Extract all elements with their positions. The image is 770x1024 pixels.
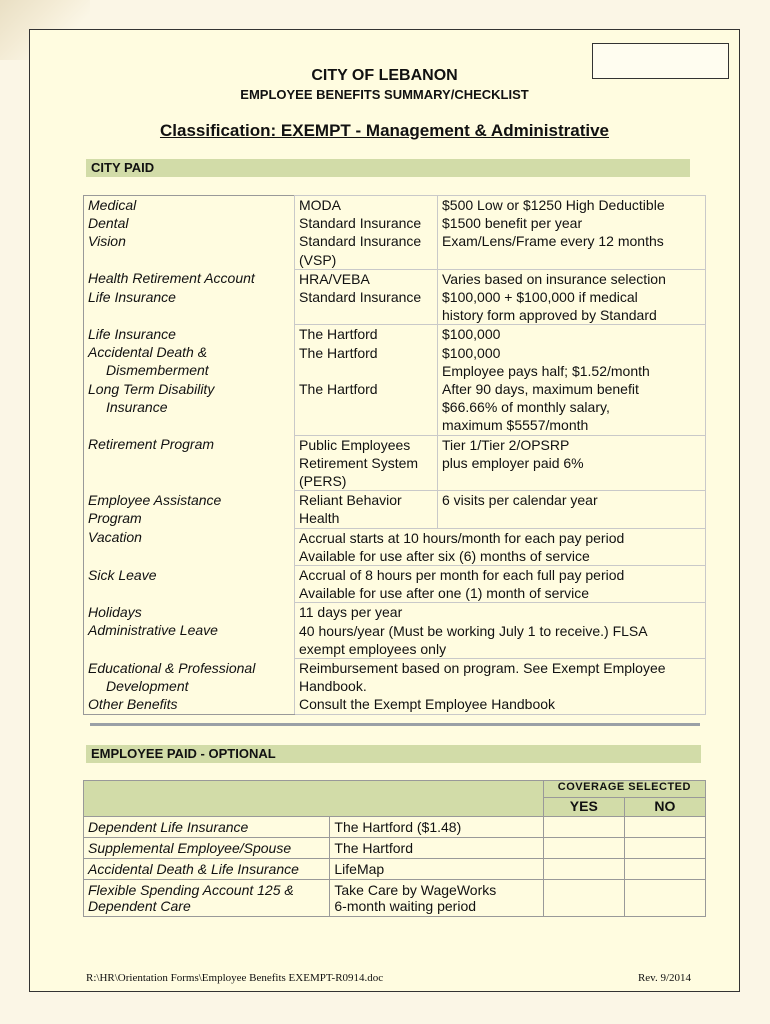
no-coverage-checkbox[interactable] [624, 880, 705, 917]
optional-benefit-row [84, 880, 706, 917]
text-line: Retirement Program [88, 436, 215, 453]
benefit-label [84, 269, 295, 325]
text-line: Consult the Exempt Employee Handbook [299, 696, 556, 713]
benefit-label [84, 435, 295, 491]
text-line: Health Retirement Account [88, 270, 255, 287]
text-line: Life Insurance [88, 288, 176, 305]
text-line: Medical [88, 197, 137, 213]
text-line: Dependent Care [88, 898, 191, 914]
optional-benefit-row [84, 817, 706, 838]
optional-benefit-provider [330, 838, 543, 859]
text-line: Dependent Life Insurance [88, 819, 249, 835]
benefit-provider [295, 491, 438, 528]
optional-benefit-row [84, 838, 706, 859]
benefit-provider [295, 269, 438, 325]
coverage-header-spacer [84, 781, 544, 817]
text-line: Employee pays half; $1.52/month [442, 362, 650, 379]
benefit-row [84, 566, 706, 603]
document-page [29, 29, 740, 992]
text-line: Other Benefits [88, 695, 178, 712]
benefit-label [84, 491, 295, 528]
text-line: Available for use after one (1) month of service [299, 585, 590, 602]
file-path: R:\HR\Orientation Forms\Employee Benefits EXEMPT-R0914.doc [86, 972, 384, 984]
benefit-label [84, 528, 295, 565]
optional-benefit-provider [330, 817, 543, 838]
text-line: Public Employees [299, 436, 411, 453]
text-line: Administrative Leave [88, 622, 218, 639]
benefit-row [84, 603, 706, 659]
text-line: maximum $5557/month [442, 417, 589, 434]
benefit-detail [295, 566, 706, 603]
text-line: Dental [88, 215, 129, 232]
document-subtitle: EMPLOYEE BENEFITS SUMMARY/CHECKLIST [240, 87, 529, 102]
text-line: Standard Insurance [299, 233, 422, 250]
optional-benefit-provider [330, 880, 543, 917]
optional-benefit-row [84, 859, 706, 880]
text-line: Life Insurance [88, 325, 176, 342]
text-line: The Hartford [299, 326, 378, 343]
text-line: 6-month waiting period [334, 898, 477, 914]
optional-benefit-label [84, 817, 330, 838]
text-line: MODA [299, 197, 341, 213]
text-line: Vision [88, 233, 126, 250]
text-line: Flexible Spending Account 125 & [88, 882, 294, 898]
employee-paid-heading: EMPLOYEE PAID - OPTIONAL [86, 745, 701, 763]
optional-benefit-label [84, 838, 330, 859]
text-line: Exam/Lens/Frame every 12 months [442, 233, 664, 250]
text-line: Reimbursement based on program. See Exempt Employee [299, 660, 666, 677]
text-line: Development [106, 677, 189, 694]
text-line: Vacation [88, 529, 142, 546]
text-line: Handbook. [299, 678, 367, 695]
text-line: Dismemberment [106, 362, 209, 379]
benefit-detail [438, 269, 706, 325]
coverage-selected-title: COVERAGE SELECTED [543, 781, 705, 798]
benefit-row [84, 196, 706, 270]
benefit-row [84, 325, 706, 435]
employee-paid-table [83, 780, 706, 917]
text-line: $100,000 [442, 344, 501, 361]
benefit-detail [438, 196, 706, 270]
text-line: plus employer paid 6% [442, 454, 584, 471]
yes-coverage-checkbox[interactable] [543, 838, 624, 859]
benefit-label [84, 603, 295, 659]
text-line: 6 visits per calendar year [442, 492, 598, 509]
section-divider [90, 723, 700, 726]
city-title: CITY OF LEBANON [311, 67, 458, 84]
text-line: The Hartford [299, 344, 378, 361]
text-line: (VSP) [299, 251, 337, 268]
text-line: $500 Low or $1250 High Deductible [442, 197, 665, 213]
benefit-label [84, 196, 295, 270]
yes-coverage-checkbox[interactable] [543, 880, 624, 917]
text-line [299, 362, 433, 380]
benefit-row [84, 269, 706, 325]
text-line: 11 days per year [299, 604, 403, 621]
text-line: Available for use after six (6) months of service [299, 547, 590, 564]
benefit-row [84, 528, 706, 565]
text-line: Holidays [88, 603, 142, 620]
city-paid-heading: CITY PAID [86, 159, 690, 177]
text-line: Standard Insurance [299, 289, 422, 306]
benefit-row [84, 435, 706, 491]
text-line: Accrual starts at 10 hours/month for each pay period [299, 529, 625, 546]
optional-benefit-label [84, 859, 330, 880]
text-line: Supplemental Employee/Spouse [88, 840, 292, 856]
text-line: $66.66% of monthly salary, [442, 399, 610, 416]
benefit-detail [438, 435, 706, 491]
text-line: Retirement System [299, 454, 419, 471]
text-line: Long Term Disability [88, 380, 215, 397]
benefit-provider [295, 435, 438, 491]
text-line: Program [88, 509, 142, 526]
city-paid-table [83, 195, 706, 715]
text-line: The Hartford ($1.48) [334, 819, 462, 835]
no-column-header: NO [624, 798, 705, 817]
text-line: Accidental Death & Life Insurance [88, 861, 299, 877]
benefit-detail [295, 659, 706, 715]
benefit-detail [295, 528, 706, 565]
text-line: Accrual of 8 hours per month for each full pay period [299, 567, 625, 584]
benefit-detail [438, 491, 706, 528]
text-line: HRA/VEBA [299, 270, 370, 287]
benefit-row [84, 659, 706, 715]
benefit-provider [295, 196, 438, 270]
benefit-label [84, 659, 295, 715]
text-line: The Hartford [334, 840, 413, 856]
optional-benefit-label [84, 880, 330, 917]
text-line: history form approved by Standard [442, 307, 657, 324]
text-line: 40 hours/year (Must be working July 1 to receive.) FLSA [299, 622, 648, 639]
no-coverage-checkbox[interactable] [624, 859, 705, 880]
benefit-label [84, 566, 295, 603]
benefit-detail [295, 603, 706, 659]
text-line: After 90 days, maximum benefit [442, 381, 639, 398]
optional-benefit-provider [330, 859, 543, 880]
text-line: Employee Assistance [88, 491, 222, 508]
no-coverage-checkbox[interactable] [624, 817, 705, 838]
classification-heading: Classification: EXEMPT - Management & Administrative [159, 121, 609, 140]
benefit-provider [295, 325, 438, 435]
benefit-detail [438, 325, 706, 435]
yes-column-header: YES [543, 798, 624, 817]
text-line: $100,000 + $100,000 if medical [442, 289, 638, 306]
text-line: (PERS) [299, 473, 347, 490]
revision-date: Rev. 9/2014 [637, 972, 691, 984]
benefit-label [84, 325, 295, 435]
text-line: Sick Leave [88, 566, 157, 583]
text-line: Health [299, 510, 340, 527]
text-line: Tier 1/Tier 2/OPSRP [442, 436, 570, 453]
text-line: Insurance [106, 398, 168, 415]
text-line: Educational & Professional [88, 659, 256, 676]
text-line: The Hartford [299, 381, 378, 398]
yes-coverage-checkbox[interactable] [543, 859, 624, 880]
text-line: exempt employees only [299, 640, 447, 657]
text-line: $1500 benefit per year [442, 215, 583, 232]
text-line: LifeMap [334, 861, 385, 877]
text-line: Accidental Death & [88, 344, 208, 361]
text-line: $100,000 [442, 326, 501, 343]
benefit-row [84, 491, 706, 528]
text-line: Standard Insurance [299, 215, 422, 232]
text-line: Take Care by WageWorks [334, 882, 497, 898]
text-line: Varies based on insurance selection [442, 270, 666, 287]
text-line: Reliant Behavior [299, 492, 402, 509]
no-coverage-checkbox[interactable] [624, 838, 705, 859]
yes-coverage-checkbox[interactable] [543, 817, 624, 838]
